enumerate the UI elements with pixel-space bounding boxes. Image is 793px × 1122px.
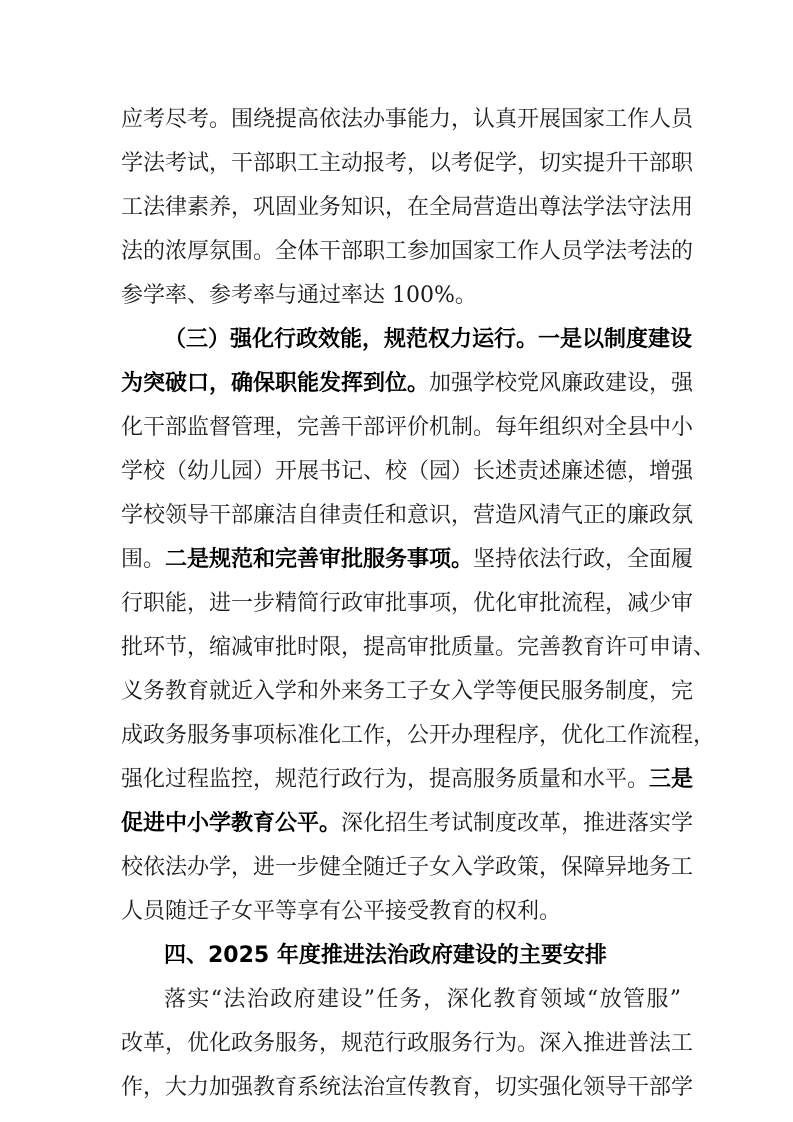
body-line: 学校（幼儿园）开展书记、校（园）长述责述廉述德，增强 — [121, 459, 694, 484]
body-line: 人员随迁子女平等享有公平接受教育的权利。 — [121, 899, 562, 924]
body-line: 成政务服务事项标准化工作，公开办理程序，优化工作流程， — [121, 723, 716, 748]
section-heading-three: （三）强化行政效能，规范权力运行。一是以制度建设 — [164, 327, 693, 352]
body-line: 围。二是规范和完善审批服务事项。坚持依法行政，全面履 — [121, 547, 694, 572]
body-line: 批环节，缩减审批时限，提高审批质量。完善教育许可申请、 — [121, 635, 716, 660]
body-line: 化干部监督管理，完善干部评价机制。每年组织对全县中小 — [121, 415, 694, 440]
body-line: 促进中小学教育公平。深化招生考试制度改革，推进落实学 — [121, 811, 694, 836]
body-line: 落实“法治政府建设”任务，深化教育领域“放管服” — [164, 987, 681, 1012]
section-heading-four: 四、2025 年度推进法治政府建设的主要安排 — [164, 943, 607, 968]
body-line: 强化过程监控，规范行政行为，提高服务质量和水平。三是 — [121, 767, 694, 792]
body-line: 校依法办学，进一步健全随迁子女入学政策，保障异地务工 — [121, 855, 694, 880]
body-line: 作，大力加强教育系统法治宣传教育，切实强化领导干部学 — [121, 1075, 694, 1100]
body-line: 行职能，进一步精简行政审批事项，优化审批流程，减少审 — [121, 591, 694, 616]
body-line: 学法考试，干部职工主动报考，以考促学，切实提升干部职 — [121, 151, 694, 176]
body-line: 义务教育就近入学和外来务工子女入学等便民服务制度，完 — [121, 679, 694, 704]
body-line: 工法律素养，巩固业务知识，在全局营造出尊法学法守法用 — [121, 195, 694, 220]
body-line: 应考尽考。围绕提高依法办事能力，认真开展国家工作人员 — [121, 107, 694, 132]
body-line: 法的浓厚氛围。全体干部职工参加国家工作人员学法考法的 — [121, 239, 694, 264]
body-line: 参学率、参考率与通过率达 100%。 — [121, 283, 477, 308]
body-line: 改革，优化政务服务，规范行政服务行为。深入推进普法工 — [121, 1031, 694, 1056]
body-line: 为突破口，确保职能发挥到位。加强学校党风廉政建设，强 — [121, 371, 694, 396]
body-line: 学校领导干部廉洁自律责任和意识，营造风清气正的廉政氛 — [121, 503, 694, 528]
